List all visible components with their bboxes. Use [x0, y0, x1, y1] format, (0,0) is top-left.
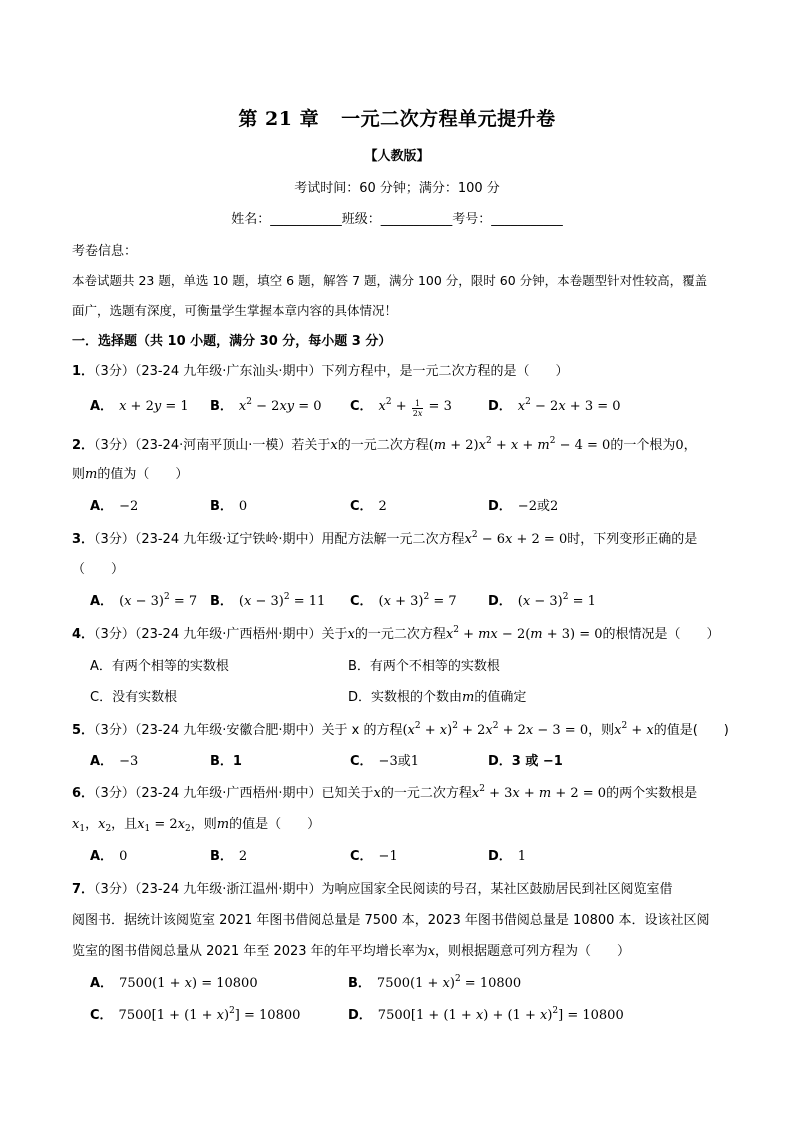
option-c[interactable]: C． 2	[350, 499, 387, 514]
option-d[interactable]: D． $7500[1 + (1 + x) + (1 + x)^2] = 10800$	[348, 1006, 624, 1023]
question-6: 6．（3分）（23-24 九年级·广西梧州·期中）已知关于x的一元二次方程$x^2 + 3x + m + 2 = 0$的两个实数根是	[72, 784, 698, 801]
question-7-options-row-1	[90, 972, 730, 992]
option-c[interactable]: C． $(x + 3)^2 = 7$	[350, 592, 457, 609]
info-line-1: 本卷试题共 23 题，单选 10 题，填空 6 题，解答 7 题，满分 100 分，限时 60 分钟，本卷题型针对性较高，覆盖	[72, 273, 708, 288]
exam-meta: 考试时间：60 分钟；满分：100 分	[294, 181, 500, 196]
option-d[interactable]: D．实数根的个数由m的值确定	[348, 690, 527, 705]
question-4: 4．（3分）（23-24 九年级·广西梧州·期中）关于x的一元二次方程$x^2$ + mx − 2(m + 3) = 0的根情况是（ ）	[72, 625, 720, 642]
question-3-options	[90, 590, 730, 610]
option-b[interactable]: B．1	[210, 754, 242, 769]
question-4-options-row-1	[90, 655, 730, 675]
option-d[interactable]: D． 1	[488, 849, 527, 864]
question-7: 7．（3分）（23-24 九年级·浙江温州·期中）为响应国家全民阅读的号召，某社区鼓励居民到社区阅览室借	[72, 882, 673, 897]
option-d[interactable]: D． −2或2	[488, 499, 559, 514]
exam-title	[0, 104, 794, 131]
option-c[interactable]: C． −3或1	[350, 754, 420, 769]
question-4-options-row-2	[90, 686, 730, 706]
option-b[interactable]: B． $(x - 3)^2 = 11$	[210, 592, 326, 609]
question-2-options	[90, 495, 730, 515]
edition-label: 【人教版】	[364, 149, 430, 164]
option-b[interactable]: B． $x^2 - 2xy = 0$	[210, 397, 322, 414]
info-heading: 考卷信息：	[72, 244, 138, 259]
question-6-line-2: $x_1$，$x_2$，且$x_1 = 2x_2$，则m的值是（ ）	[72, 817, 321, 834]
question-7-line-2: 阅图书．据统计该阅览室 2021 年图书借阅总量是 7500 本，2023 年图书借阅总量是 10800 本．设该社区阅	[72, 913, 710, 928]
question-1	[72, 360, 722, 379]
option-c[interactable]: C．没有实数根	[90, 690, 178, 705]
question-number: 1．	[72, 364, 95, 379]
option-a[interactable]: A． $(x - 3)^2 = 7$	[90, 592, 198, 609]
student-fields: 姓名：___________班级：___________考号：___________	[231, 212, 563, 227]
option-b[interactable]: B． $7500(1 + x)^2 = 10800$	[348, 974, 522, 991]
option-a[interactable]: A． −2	[90, 499, 139, 514]
title-main: 一元二次方程单元提升卷	[341, 108, 556, 130]
question-text: （3分）（23-24 九年级·广东汕头·期中）下列方程中，是一元二次方程的是（ ）	[94, 364, 569, 379]
option-c[interactable]: C． $x^2$ + $\frac{1}{2x}$ = 3	[350, 397, 452, 418]
question-5: 5．（3分）（23-24 九年级·安徽合肥·期中）关于 x 的方程$(x^2 + x)^2 + 2x^2 + 2x - 3 = 0$，则$x^2 + x$的值是( )	[72, 721, 729, 738]
info-line-2: 面广，选题有深度，可衡量学生掌握本章内容的具体情况！	[72, 303, 398, 318]
option-c[interactable]: C． $7500[1 + (1 + x)^2] = 10800$	[90, 1006, 301, 1023]
section-heading: 一．选择题（共 10 小题，满分 30 分，每小题 3 分）	[72, 334, 392, 349]
title-chapter: 第 21 章	[238, 108, 320, 130]
question-6-options	[90, 845, 730, 865]
question-2-line-2: 则m的值为（ ）	[72, 467, 189, 482]
option-a[interactable]: A．有两个相等的实数根	[90, 659, 229, 674]
option-a[interactable]: A． x + 2y = 1	[90, 399, 189, 414]
question-1-options	[90, 395, 730, 418]
option-b[interactable]: B． 0	[210, 499, 248, 514]
question-2: 2．（3分）（23-24·河南平顶山·一模）若关于x的一元二次方程$(m + 2)x^2 + x + m^2 - 4 = 0$的一个根为0，	[72, 436, 697, 453]
question-7-line-3: 览室的图书借阅总量从 2021 年至 2023 年的年平均增长率为x，则根据题意可列方程为（ ）	[72, 944, 631, 959]
option-b[interactable]: B． 2	[210, 849, 248, 864]
question-3-line-2: （ ）	[72, 562, 125, 577]
question-3: 3．（3分）（23-24 九年级·辽宁铁岭·期中）用配方法解一元二次方程$x^2 - 6x + 2 = 0$时，下列变形正确的是	[72, 530, 698, 547]
option-a[interactable]: A． −3	[90, 754, 139, 769]
option-d[interactable]: D． $(x - 3)^2 = 1$	[488, 592, 596, 609]
option-a[interactable]: A． 7500(1 + x) = 10800	[90, 976, 258, 991]
option-b[interactable]: B．有两个不相等的实数根	[348, 659, 500, 674]
option-d[interactable]: D．3 或 −1	[488, 754, 563, 769]
option-d[interactable]: D． $x^2 - 2x + 3 = 0$	[488, 397, 621, 414]
question-5-options	[90, 750, 730, 770]
option-c[interactable]: C． −1	[350, 849, 398, 864]
option-a[interactable]: A． 0	[90, 849, 128, 864]
question-7-options-row-2	[90, 1004, 730, 1024]
